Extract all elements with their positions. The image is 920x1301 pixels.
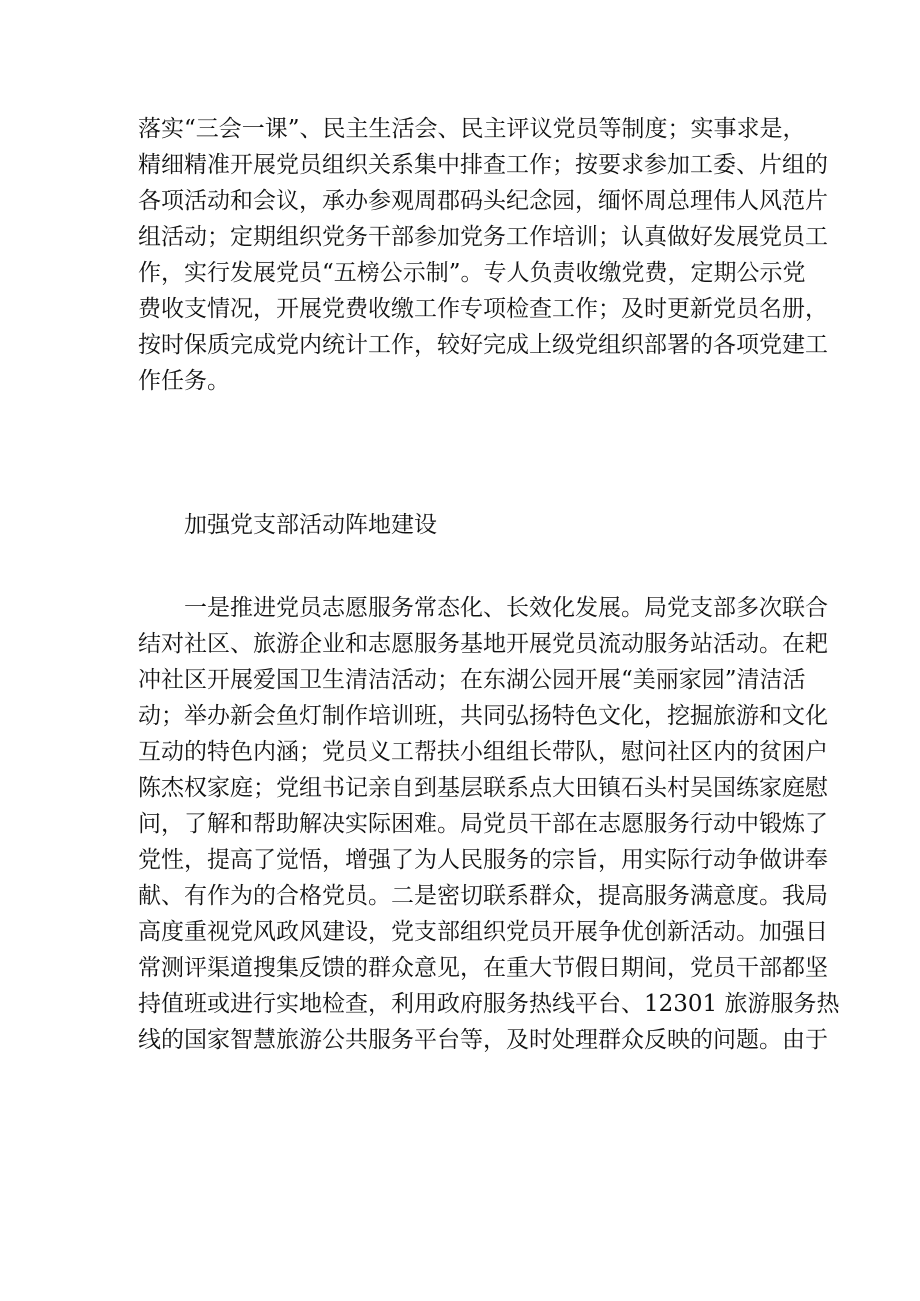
text-line: 按时保质完成党内统计工作，较好完成上级党组织部署的各项党建工: [138, 332, 828, 358]
text-line: 一是推进党员志愿服务常态化、长效化发展。局党支部多次联合: [184, 595, 828, 621]
text-line: 党性，提高了觉悟，增强了为人民服务的宗旨，用实际行动争做讲奉: [138, 847, 828, 873]
paragraph-party-system: [138, 111, 828, 399]
text-line: 作，实行发展党员“五榜公示制”。专人负责收缴党费，定期公示党: [138, 260, 806, 286]
text-line: 作任务。: [138, 368, 230, 394]
text-line: 组活动；定期组织党务干部参加党务工作培训；认真做好发展党员工: [138, 224, 828, 250]
text-line: 互动的特色内涵；党员义工帮扶小组组长带队，慰问社区内的贫困户: [138, 739, 828, 765]
text-line: 精细精准开展党员组织关系集中排查工作；按要求参加工委、片组的: [138, 152, 828, 178]
text-line: 冲社区开展爱国卫生清洁活动；在东湖公园开展“美丽家园”清洁活: [138, 667, 806, 693]
text-line: 献、有作为的合格党员。二是密切联系群众，提高服务满意度。我局: [138, 883, 828, 909]
text-line: 陈杰权家庭；党组书记亲自到基层联系点大田镇石头村吴国练家庭慰: [138, 775, 828, 801]
text-line: 持值班或进行实地检查，利用政府服务热线平台、12301 旅游服务热: [138, 991, 840, 1017]
section-heading: [138, 507, 798, 543]
text-line: 问，了解和帮助解决实际困难。局党员干部在志愿服务行动中锻炼了: [138, 811, 828, 837]
text-line: 各项活动和会议，承办参观周郡码头纪念园，缅怀周总理伟人风范片: [138, 188, 828, 214]
heading-text: 加强党支部活动阵地建设: [184, 512, 437, 538]
paragraph-volunteer-service: [138, 590, 840, 1058]
text-line: 常测评渠道搜集反馈的群众意见，在重大节假日期间，党员干部都坚: [138, 955, 828, 981]
text-line: 结对社区、旅游企业和志愿服务基地开展党员流动服务站活动。在耙: [138, 631, 828, 657]
text-line: 动；举办新会鱼灯制作培训班，共同弘扬特色文化，挖掘旅游和文化: [138, 703, 828, 729]
text-line: 线的国家智慧旅游公共服务平台等，及时处理群众反映的问题。由于: [138, 1027, 828, 1053]
text-line: 费收支情况，开展党费收缴工作专项检查工作；及时更新党员名册，: [138, 296, 828, 322]
text-line: 高度重视党风政风建设，党支部组织党员开展争优创新活动。加强日: [138, 919, 828, 945]
text-line: 落实“三会一课”、民主生活会、民主评议党员等制度；实事求是，: [138, 116, 806, 142]
